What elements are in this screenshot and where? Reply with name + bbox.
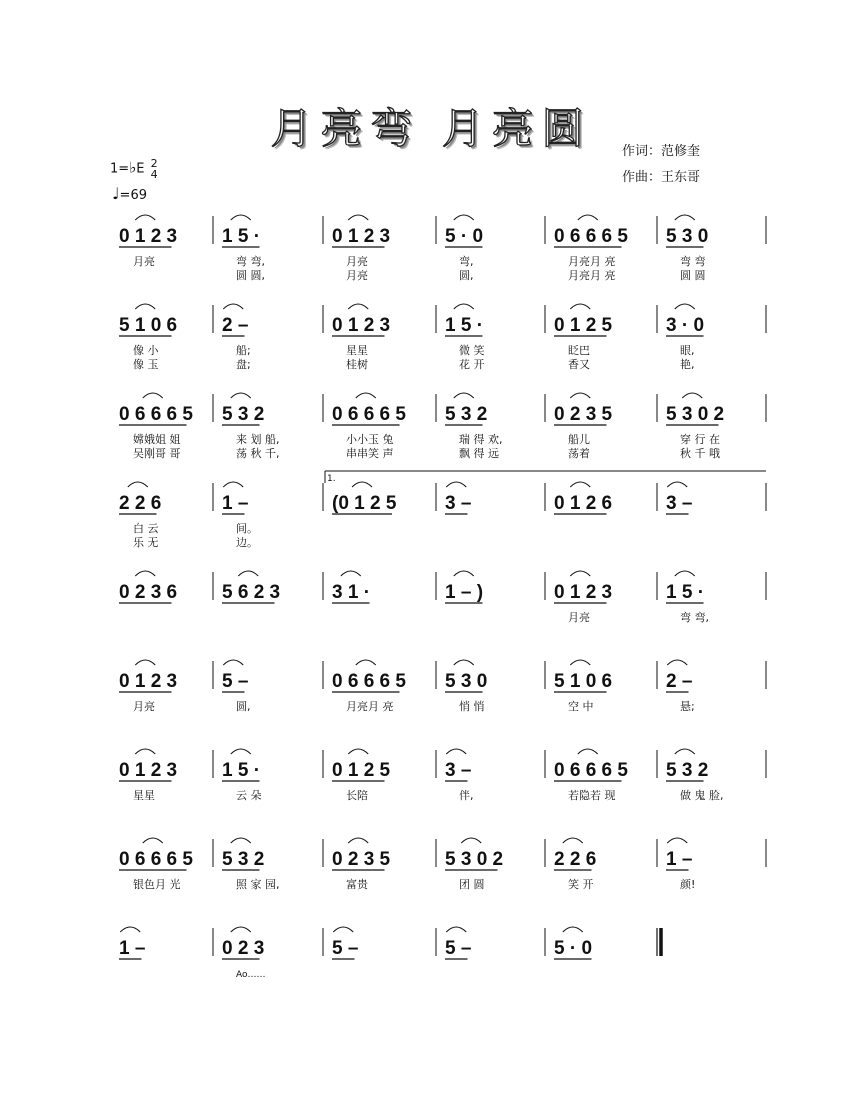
note-group: 0 1 2 3 (119, 760, 178, 781)
lyric: 乐 无 (133, 536, 159, 549)
lyric: 香又 (568, 358, 590, 371)
note-group: 1 – (119, 938, 146, 959)
lyric: 弯 弯 (680, 255, 706, 268)
note-group: 0 1 2 3 (554, 582, 613, 603)
note-group: 5 6 2 3 (222, 582, 281, 603)
slur (667, 660, 687, 665)
slur (348, 749, 368, 754)
lyricist-credit: 作词：范修奎 (622, 144, 701, 159)
lyric: 圆, (459, 269, 474, 282)
note-group: 0 6 6 6 5 (554, 226, 628, 247)
score-line (119, 304, 766, 371)
slur (446, 927, 466, 932)
composer-credit: 作曲：王东哥 (622, 170, 701, 185)
note-group: 0 2 3 6 (119, 582, 178, 603)
slur (352, 482, 372, 487)
slur (128, 482, 148, 487)
note-group: 5 1 0 6 (119, 315, 178, 336)
slur (667, 838, 687, 843)
note-group: 2 2 6 (119, 493, 162, 514)
slur (454, 571, 474, 576)
flat-sign: ♭ (129, 158, 137, 177)
lyric: 间。 (236, 522, 258, 535)
note-group: 0 1 2 3 (119, 671, 178, 692)
lyric: 颜! (680, 878, 696, 891)
lyric: 像 玉 (133, 358, 159, 371)
lyric: 悬; (680, 700, 695, 713)
score-line (119, 660, 766, 713)
score-line (119, 215, 766, 282)
lyric: 眼, (680, 344, 695, 357)
note-group: 3 · 0 (666, 315, 705, 336)
lyric: 笑 开 (568, 878, 594, 891)
lyric: 圆, (236, 700, 251, 713)
note-group: 5 · 0 (554, 938, 593, 959)
slur (135, 304, 155, 309)
lyric: 小小玉 兔 (346, 433, 394, 446)
note-group: 2 2 6 (554, 849, 597, 870)
note-group: 3 – (666, 493, 693, 514)
note-group: 5 3 0 (445, 671, 488, 692)
lyric: 云 朵 (236, 789, 262, 802)
lyric: 长陪 (346, 789, 368, 802)
note-group: 0 2 3 5 (332, 849, 391, 870)
lyric: 月亮 (133, 255, 155, 268)
slur (578, 749, 598, 754)
slur (446, 482, 466, 487)
note-group: 0 1 2 5 (554, 315, 613, 336)
lyric: 空 中 (568, 700, 594, 713)
slur (570, 571, 590, 576)
slur (231, 393, 251, 398)
note-group: 0 6 6 6 5 (119, 849, 193, 870)
note-group: 5 – (445, 938, 472, 959)
slur (135, 215, 155, 220)
lyric: 若隐若 现 (568, 789, 616, 802)
slur (675, 215, 695, 220)
note-group: 5 3 0 (666, 226, 709, 247)
lyric: 白 云 (133, 522, 159, 535)
lyric: 艳, (680, 358, 695, 371)
note-group: 5 3 0 2 (445, 849, 504, 870)
lyric: 秋 千 哦 (680, 447, 720, 460)
note-group: 1 5 · (222, 760, 261, 781)
slur (143, 838, 163, 843)
slur (238, 571, 258, 576)
note-group: 5 1 0 6 (554, 671, 613, 692)
lyric: 嫦娥姐 姐 (133, 433, 181, 446)
note-group: 1 – (222, 493, 249, 514)
lyric: 花 开 (459, 358, 485, 371)
slur (231, 749, 251, 754)
note-group: 0 2 3 (222, 938, 265, 959)
lyric: 伴, (459, 789, 474, 802)
slur (454, 660, 474, 665)
lyric: 来 划 船, (236, 433, 280, 446)
slur (578, 215, 598, 220)
lyric: 银色月 光 (133, 878, 181, 891)
note-group: 3 1 · (332, 582, 371, 603)
slur (348, 304, 368, 309)
key-note: E (136, 161, 145, 177)
slur (667, 482, 687, 487)
note-group: 3 – (445, 493, 472, 514)
slur (348, 215, 368, 220)
lyric: 荡 秋 千, (236, 447, 280, 460)
lyric: 月亮 (133, 700, 155, 713)
note-group: (0 1 2 5 (332, 493, 397, 514)
slur (341, 571, 361, 576)
slur (461, 838, 481, 843)
slur (570, 660, 590, 665)
lyric: 月亮 (568, 611, 590, 624)
lyric: 圆 圆, (236, 269, 265, 282)
slur (675, 571, 695, 576)
slur (231, 927, 251, 932)
lyric: 圆 圆 (680, 269, 706, 282)
note-group: 0 1 2 3 (119, 226, 178, 247)
lyric: 船; (236, 344, 251, 357)
lyric: 弯 弯, (680, 611, 709, 624)
note-group: 0 6 6 6 5 (332, 404, 406, 425)
note-group: 0 6 6 6 5 (119, 404, 193, 425)
time-bottom: 4 (150, 168, 158, 181)
note-group: 1 5 · (222, 226, 261, 247)
slur (356, 660, 376, 665)
lyric: 穿 行 在 (680, 433, 720, 446)
lyric: 盘; (236, 358, 251, 371)
lyric: 星星 (346, 344, 368, 357)
note-group: 0 6 6 6 5 (554, 760, 628, 781)
slur (446, 749, 466, 754)
note-group: 0 1 2 6 (554, 493, 613, 514)
note-group: 5 3 2 (222, 849, 265, 870)
slur (223, 304, 243, 309)
lyric: 月亮月 亮 (346, 700, 394, 713)
lyric: 团 圆 (459, 878, 485, 891)
slur (135, 749, 155, 754)
note-group: 1 – (666, 849, 693, 870)
lyric: 月亮月 亮 (568, 269, 616, 282)
note-group: 0 2 3 5 (554, 404, 613, 425)
note-group: 1 5 · (445, 315, 484, 336)
key-label: 1= (110, 161, 130, 177)
score-line (119, 571, 766, 624)
lyric: 飘 得 远 (459, 447, 499, 460)
page-title: 月亮弯 月亮圆 (270, 104, 592, 153)
slur (135, 571, 155, 576)
lyric: 照 家 园, (236, 878, 280, 891)
lyric: 月亮 (346, 255, 368, 268)
lyric: 月亮月 亮 (568, 255, 616, 268)
note-group: 5 3 2 (222, 404, 265, 425)
lyric: 悄 悄 (459, 700, 485, 713)
lyric: 瑞 得 欢, (459, 433, 503, 446)
lyric: 做 鬼 脸, (680, 789, 724, 802)
slur (682, 393, 702, 398)
slur (231, 215, 251, 220)
slur (223, 660, 243, 665)
slur (570, 304, 590, 309)
score-line (119, 393, 766, 460)
slur (231, 838, 251, 843)
note-group: 0 6 6 6 5 (332, 671, 406, 692)
tempo-value: =69 (119, 188, 147, 203)
slur (143, 393, 163, 398)
note-group: 2 – (222, 315, 249, 336)
quarter-note-icon: ♩ (112, 184, 120, 203)
note-group: 5 – (332, 938, 359, 959)
note-group: 5 – (222, 671, 249, 692)
note-group: 1 5 · (666, 582, 705, 603)
lyric: 星星 (133, 789, 155, 802)
slur (454, 304, 474, 309)
slur (570, 393, 590, 398)
note-group: 3 – (445, 760, 472, 781)
lyric: 像 小 (133, 344, 159, 357)
lyric: 弯 弯, (236, 255, 265, 268)
score-line (119, 749, 766, 802)
lyric: 富贵 (346, 878, 368, 891)
lyric: 弯, (459, 255, 474, 268)
lyric: 边。 (236, 536, 258, 549)
slur (333, 927, 353, 932)
lyric: 微 笑 (459, 344, 485, 357)
lyric: 眨巴 (568, 344, 590, 357)
time-top: 2 (150, 157, 158, 170)
slur (675, 304, 695, 309)
lyric: 串串笑 声 (346, 447, 394, 460)
lyric: Ao…… (236, 970, 266, 980)
lyric: 月亮 (346, 269, 368, 282)
note-group: 0 1 2 3 (332, 315, 391, 336)
note-group: 0 1 2 3 (332, 226, 391, 247)
lyric: 桂树 (346, 358, 368, 371)
slur (563, 927, 583, 932)
slur (356, 393, 376, 398)
slur (454, 215, 474, 220)
slur (675, 749, 695, 754)
score-line (119, 471, 766, 549)
note-group: 2 – (666, 671, 693, 692)
volta-number: 1. (327, 474, 336, 484)
slur (454, 393, 474, 398)
lyric: 吴刚哥 哥 (133, 447, 181, 460)
slur (348, 838, 368, 843)
note-group: 5 3 2 (445, 404, 488, 425)
score-line (119, 838, 766, 891)
score-line (119, 927, 661, 980)
note-group: 5 3 0 2 (666, 404, 725, 425)
slur (223, 482, 243, 487)
slur (135, 660, 155, 665)
lyric: 船儿 (568, 433, 590, 446)
note-group: 5 · 0 (445, 226, 484, 247)
slur (570, 482, 590, 487)
lyric: 荡着 (568, 447, 590, 460)
slur (563, 838, 583, 843)
note-group: 5 3 2 (666, 760, 709, 781)
note-group: 1 – ) (445, 582, 484, 603)
slur (120, 927, 140, 932)
note-group: 0 1 2 5 (332, 760, 391, 781)
